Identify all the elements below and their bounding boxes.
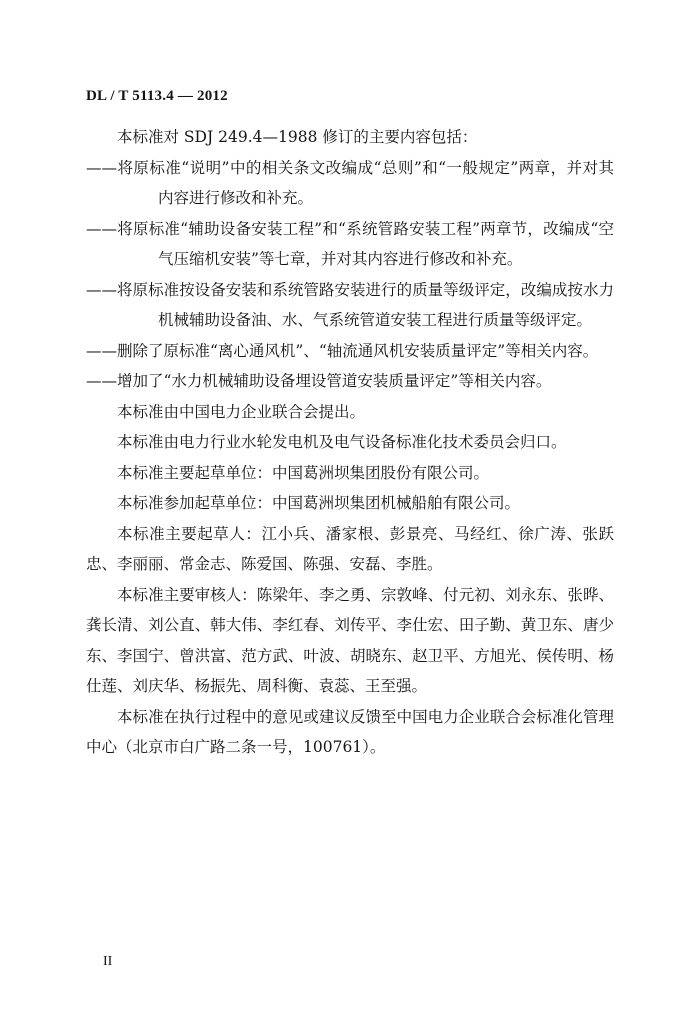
revision-item: ——删除了原标准“离心通风机”、“轴流通风机安装质量评定”等相关内容。: [86, 341, 599, 360]
main-reviewers-paragraph: 本标准主要审核人：陈梁年、李之勇、宗敦峰、付元初、刘永东、张晔、龚长清、刘公直、韩大伟、李红春、刘传平、李仕宏、田子勤、黄卫东、唐少东、李国宁、曾洪富、范方武、叶波、胡晓东、赵卫平、方旭光、侯传明、杨仕莲、刘庆华、杨振先、周科衡、袁蕊、王至强。: [86, 585, 614, 695]
main-drafters-paragraph: 本标准主要起草人：江小兵、潘家根、彭景亮、马经红、徐广涛、张跃忠、李丽丽、常金志、陈爱国、陈强、安磊、李胜。: [86, 524, 614, 573]
foreword-body: [86, 122, 614, 763]
page-number: II: [103, 954, 113, 969]
participating-unit-paragraph: 本标准参加起草单位：中国葛洲坝集团机械船舶有限公司。: [117, 494, 521, 512]
main-drafting-unit-paragraph: 本标准主要起草单位：中国葛洲坝集团股份有限公司。: [117, 463, 490, 482]
revision-item: ——增加了“水力机械辅助设备埋设管道安装质量评定”等相关内容。: [86, 372, 552, 390]
feedback-paragraph: 本标准在执行过程中的意见或建议反馈至中国电力企业联合会标准化管理中心（北京市白广路二条一号，100761）。: [86, 707, 614, 756]
revision-item: ——将原标准“辅助设备安装工程”和“系统管路安装工程”两章节，改编成“空气压缩机安装”等七章，并对其内容进行修改和补充。: [86, 219, 614, 268]
intro-paragraph: 本标准对 SDJ 249.4—1988 修订的主要内容包括：: [117, 128, 478, 146]
standard-code: DL / T 5113.4 — 2012: [86, 88, 228, 104]
proposer-paragraph: 本标准由中国电力企业联合会提出。: [117, 402, 366, 421]
revision-item: ——将原标准按设备安装和系统管路安装进行的质量等级评定，改编成按水力机械辅助设备油、水、气系统管道安装工程进行质量等级评定。: [86, 280, 614, 329]
revision-item: ——将原标准“说明”中的相关条文改编成“总则”和“一般规定”两章，并对其内容进行修改和补充。: [86, 158, 614, 207]
responsible-committee-paragraph: 本标准由电力行业水轮发电机及电气设备标准化技术委员会归口。: [117, 433, 567, 451]
